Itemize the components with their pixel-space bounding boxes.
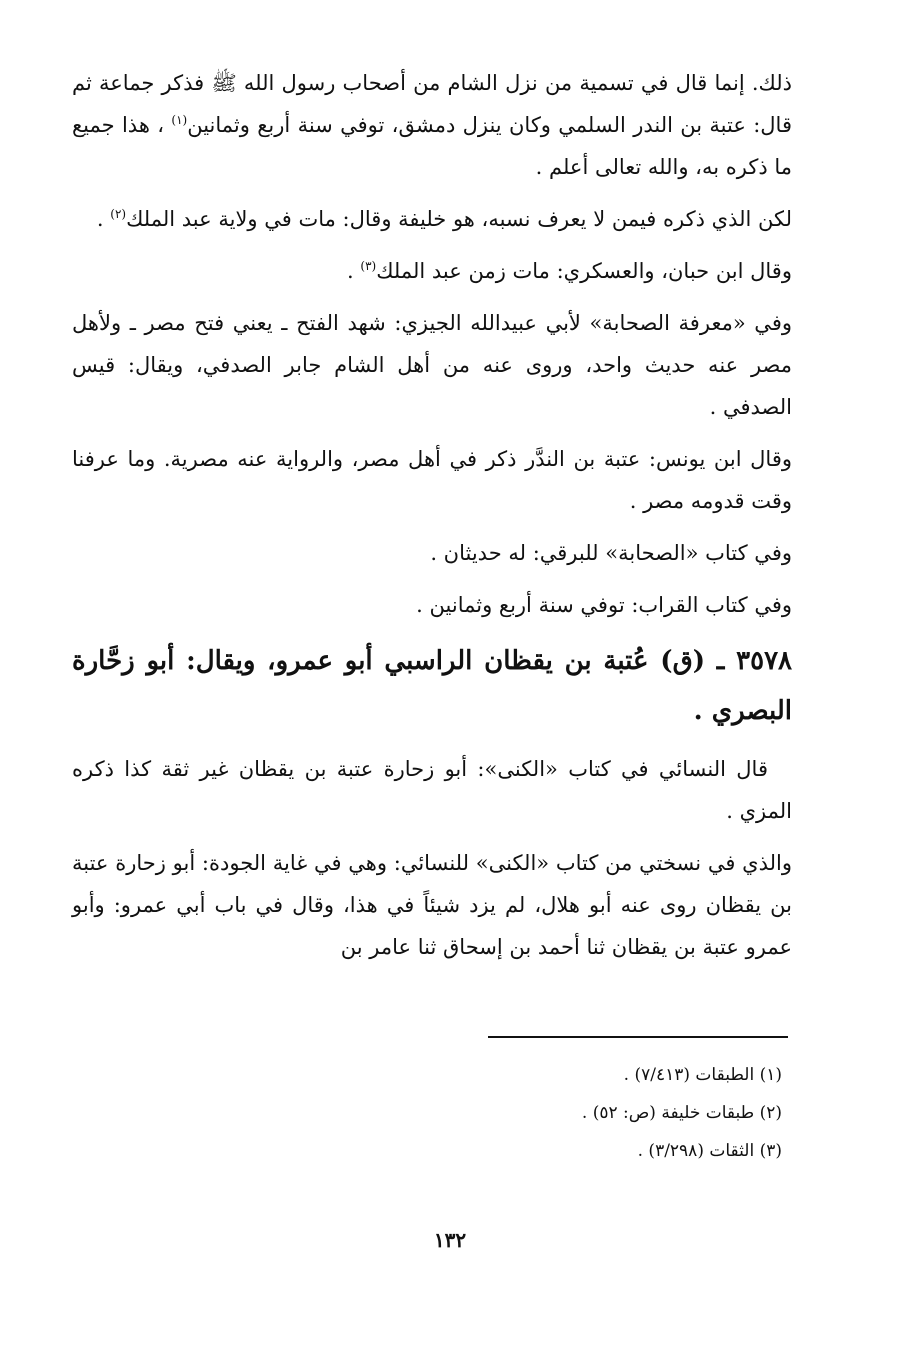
footnote-1: (١) الطبقات (٧/٤١٣) . [623,1065,782,1085]
footnote-ref-1[interactable]: (١) [171,113,188,127]
paragraph-7: وفي كتاب القراب: توفي سنة أربع وثمانين . [416,593,792,617]
footnote-2: (٢) طبقات خليفة (ص: ٥٢) . [581,1103,782,1123]
footnote-3: (٣) الثقات (٣/٢٩٨) . [637,1141,782,1161]
paragraph-4: وفي «معرفة الصحابة» لأبي عبيدالله الجيزي: شهد الفتح ـ يعني فتح مصر ـ ولأهل مصر عنه حديث واحد، وروى عنه من أهل الشام جابر الصدفي، ويقال: قيس الصدفي . [72,311,792,419]
paragraph-6: وفي كتاب «الصحابة» للبرقي: له حديثان . [430,541,792,565]
paragraph-2-tail: . [96,207,104,231]
entry-heading: ٣٥٧٨ ـ (ق) عُتبة بن يقظان الراسبي أبو عمرو، ويقال: أبو زحَّارة البصري . [72,646,792,726]
paragraph-3-tail: . [347,259,354,283]
page-body [72,62,792,978]
paragraph-9: والذي في نسختي من كتاب «الكنى» للنسائي: وهي في غاية الجودة: أبو زحارة عتبة بن يقظان روى عنه أبو هلال، لم يزد شيئاً في هذا، وقال في باب أبي عمرو: وأبو عمرو عتبة بن يقظان ثنا أحمد بن إسحاق ثنا عامر بن [72,851,792,959]
paragraph-2-text: لكن الذي ذكره فيمن لا يعرف نسبه، هو خليفة وقال: مات في ولاية عبد الملك [126,207,792,231]
paragraph-1-tail: ، هذا جميع ما ذكره به، والله تعالى أعلم . [72,113,792,179]
paragraph-1-text: ذلك. إنما قال في تسمية من نزل الشام من أصحاب رسول الله ﷺ فذكر جماعة ثم قال: عتبة بن الندر السلمي وكان ينزل دمشق، توفي سنة أربع وثمانين [72,71,792,137]
paragraph-8: قال النسائي في كتاب «الكنى»: أبو زحارة عتبة بن يقظان غير ثقة كذا ذكره المزي . [72,757,792,823]
paragraph-3-text: وقال ابن حبان، والعسكري: مات زمن عبد الملك [376,259,792,283]
paragraph-1 [72,62,792,188]
paragraph-5: وقال ابن يونس: عتبة بن الندَّر ذكر في أهل مصر، والرواية عنه مصرية. وما عرفنا وقت قدومه مصر . [72,447,792,513]
footnote-divider [488,1036,788,1038]
footnote-ref-2[interactable]: (٢) [110,207,127,221]
page-number: ١٣٢ [433,1228,467,1252]
paragraph-3 [72,250,792,292]
paragraph-2 [72,198,792,240]
footnotes [282,1056,782,1170]
footnote-ref-3[interactable]: (٣) [360,259,377,273]
